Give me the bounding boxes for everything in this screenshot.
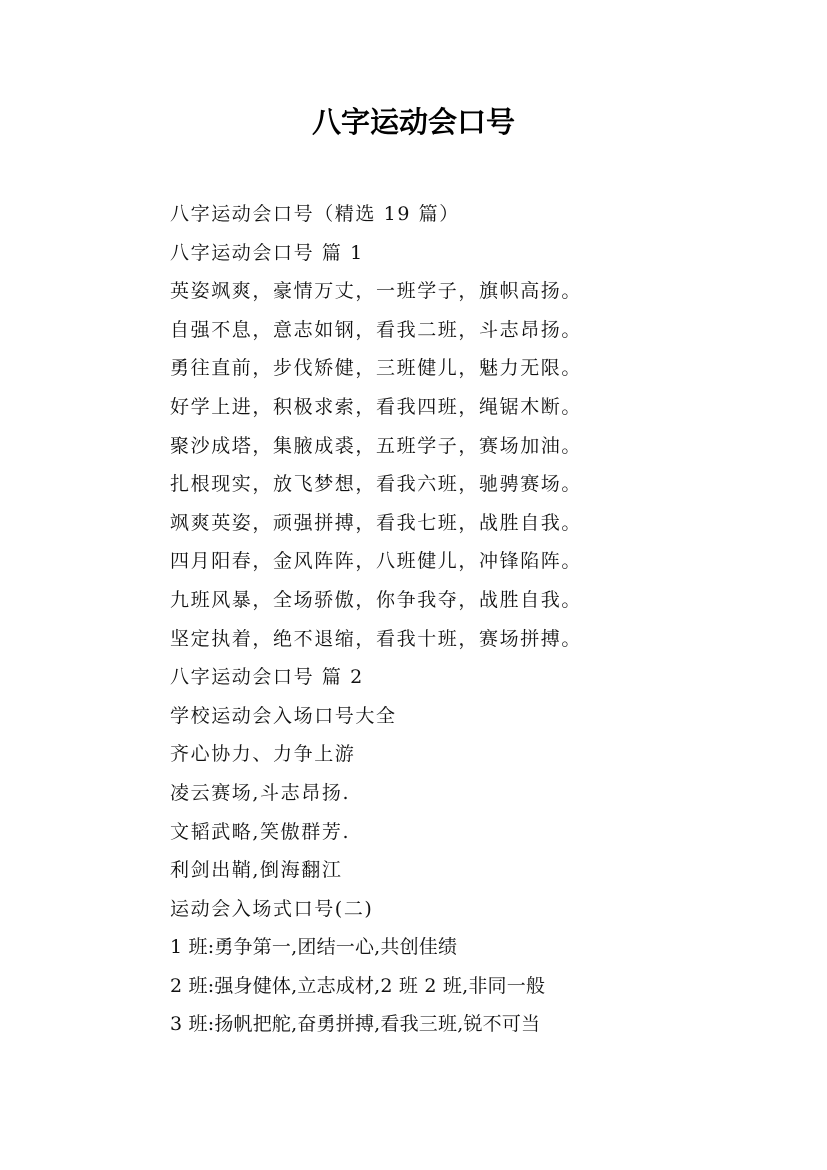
text-line: 运动会入场式口号(二) <box>170 897 374 920</box>
text-line: 3 班:扬帆把舵,奋勇拼搏,看我三班,锐不可当 <box>170 1013 541 1036</box>
text-line: 学校运动会入场口号大全 <box>170 704 397 727</box>
document-title: 八字运动会口号 <box>311 105 515 139</box>
text-line: 利剑出鞘,倒海翻江 <box>170 859 343 882</box>
document-body <box>170 195 800 1044</box>
text-line: 扎根现实，放飞梦想，看我六班，驰骋赛场。 <box>170 473 583 496</box>
text-line: 文韬武略,笑傲群芳. <box>170 820 351 843</box>
text-line: 勇往直前，步伐矫健，三班健儿，魅力无限。 <box>170 357 583 380</box>
text-line: 飒爽英姿，顽强拼搏，看我七班，战胜自我。 <box>170 511 583 534</box>
text-line: 聚沙成塔，集腋成裘，五班学子，赛场加油。 <box>170 434 583 457</box>
text-line: 好学上进，积极求索，看我四班，绳锯木断。 <box>170 395 583 418</box>
text-line: 凌云赛场,斗志昂扬. <box>170 781 351 804</box>
text-line: 坚定执着，绝不退缩，看我十班，赛场拼搏。 <box>170 627 583 650</box>
text-line: 九班风暴，全场骄傲，你争我夺，战胜自我。 <box>170 588 583 611</box>
text-line: 四月阳春，金风阵阵，八班健儿，冲锋陷阵。 <box>170 550 583 573</box>
text-line: 1 班:勇争第一,团结一心,共创佳绩 <box>170 936 458 959</box>
text-line: 八字运动会口号（精选 19 篇） <box>170 203 460 225</box>
text-line: 自强不息，意志如钢，看我二班，斗志昂扬。 <box>170 318 583 341</box>
text-line: 2 班:强身健体,立志成材,2 班 2 班,非同一般 <box>170 974 546 997</box>
text-line: 英姿飒爽，豪情万丈，一班学子，旗帜高扬。 <box>170 280 583 303</box>
section-heading: 八字运动会口号 篇 1 <box>170 241 364 264</box>
text-line: 齐心协力、力争上游 <box>170 743 356 766</box>
section-heading: 八字运动会口号 篇 2 <box>170 666 364 689</box>
